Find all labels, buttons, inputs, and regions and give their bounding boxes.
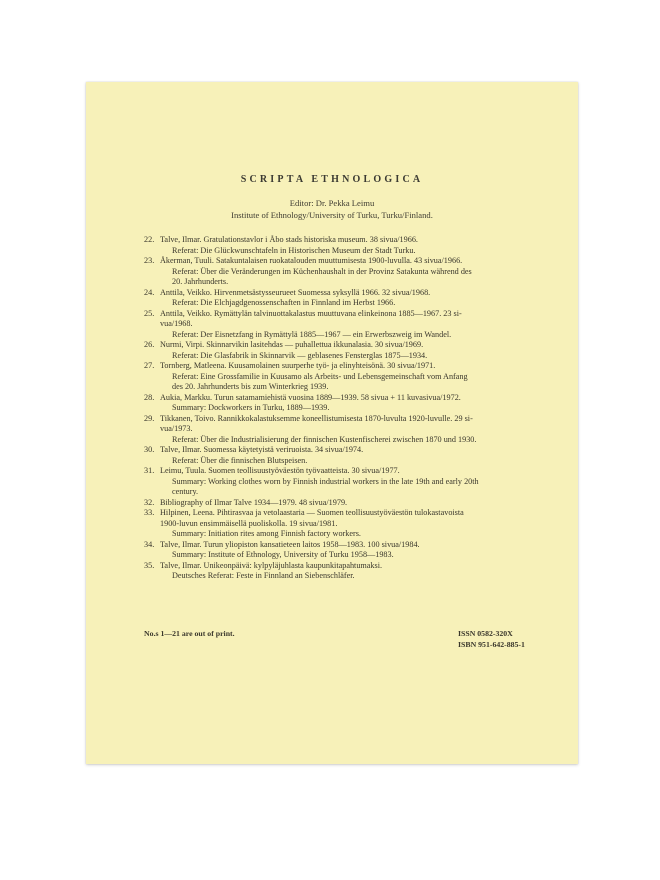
entry-line: Referat: Eine Grossfamilie in Kuusamo als Arbeits- und Lebensgemeinschaft vom Anfang <box>172 371 468 381</box>
entry-line: Bibliography of Ilmar Talve 1934—1979. 48 sivua/1979. <box>160 497 348 507</box>
entry-text <box>160 361 546 393</box>
list-item <box>144 256 546 288</box>
entry-number: 30. <box>144 445 155 454</box>
entry-text <box>160 561 546 582</box>
entry-line: Referat: Über die Industrialisierung der finnischen Kustenfischerei zwischen 1870 und 1930. <box>172 434 477 444</box>
entry-line: Aukia, Markku. Turun satamamiehistä vuosina 1889—1939. 58 sivua + 11 kuvasivua/1972. <box>160 392 461 402</box>
list-item <box>144 498 546 509</box>
entry-text <box>160 508 546 540</box>
list-item <box>144 508 546 540</box>
entry-text <box>160 235 546 256</box>
entry-line: Summary: Institute of Ethnology, University of Turku 1958—1983. <box>172 550 394 559</box>
entry-line: Anttila, Veikko. Rymättylän talvinuottakalastus muuttuvana elinkeinona 1885—1967. 23 si- <box>160 308 462 318</box>
entry-number: 22. <box>144 235 155 244</box>
institute-line: Institute of Ethnology/University of Turku, Turku/Finland. <box>231 210 433 220</box>
entry-number: 27. <box>144 361 155 370</box>
list-item <box>144 288 546 309</box>
entry-text <box>160 393 546 414</box>
entry-text <box>160 540 546 561</box>
entry-number: 28. <box>144 392 155 402</box>
list-item <box>144 540 546 561</box>
entry-line: century. <box>172 487 199 496</box>
entry-line: Referat: Der Eisnetzfang in Rymättylä 1885—1967 — ein Erwerbszweig im Wandel. <box>172 329 452 339</box>
entry-line: Summary: Initiation rites among Finnish factory workers. <box>172 529 361 538</box>
entry-line: Referat: Über die finnischen Blutspeisen. <box>172 455 308 465</box>
entry-number: 31. <box>144 466 155 475</box>
entry-text <box>160 340 546 361</box>
entry-line: Talve, Ilmar. Unikeonpäivä: kylpyläjuhlasta kaupunkitapahtumaksi. <box>160 560 383 570</box>
editor-block <box>86 197 578 221</box>
entry-number: 34. <box>144 539 155 549</box>
entry-line: Referat: Die Elchjagdgenossenschaften in Finnland im Herbst 1966. <box>172 298 396 307</box>
entry-line: Referat: Die Glasfabrik in Skinnarvik — geblasenes Fensterglas 1875—1934. <box>172 350 428 360</box>
entry-line: 1900-luvun ensimmäisellä puoliskolla. 19 sivua/1981. <box>160 518 338 528</box>
publication-list <box>144 235 546 582</box>
entry-text <box>160 498 546 509</box>
entry-text <box>160 414 546 446</box>
entry-line: Tikkanen, Toivo. Rannikkokalastuksemme koneellistumisesta 1870-luvulta 1920-luvulle. 29 si- <box>160 413 473 423</box>
entry-line: Åkerman, Tuuli. Satakuntalaisen ruokatalouden muuttumisesta 1900-luvulla. 43 sivua/1966. <box>160 256 463 265</box>
entry-line: 20. Jahrhunderts. <box>172 277 229 286</box>
entry-line: Summary: Dockworkers in Turku, 1889—1939. <box>172 403 330 412</box>
entry-number: 25. <box>144 308 155 318</box>
series-title: SCRIPTA ETHNOLOGICA <box>240 174 424 185</box>
entry-text <box>160 466 546 498</box>
entry-line: Talve, Ilmar. Suomessa käytetyistä veriruoista. 34 sivua/1974. <box>160 445 364 454</box>
entry-line: Deutsches Referat: Feste in Finnland an Siebenschläfer. <box>172 571 355 580</box>
entry-line: Anttila, Veikko. Hirvenmetsästysseurueet Suomessa syksyllä 1966. 32 sivua/1968. <box>160 287 431 297</box>
list-item <box>144 561 546 582</box>
entry-number: 33. <box>144 508 155 517</box>
isbn-block <box>458 629 525 650</box>
entry-number: 23. <box>144 256 155 265</box>
entry-number: 32. <box>144 497 155 507</box>
list-item <box>144 235 546 256</box>
list-item <box>144 309 546 341</box>
list-item <box>144 466 546 498</box>
entry-line: Summary: Working clothes worn by Finnish industrial workers in the late 19th and early 20th <box>172 476 479 486</box>
entry-number: 29. <box>144 413 155 423</box>
entry-number: 26. <box>144 340 155 349</box>
list-item <box>144 361 546 393</box>
entry-line: vua/1968. <box>160 319 193 328</box>
entry-line: Nurmi, Virpi. Skinnarvikin lasitehdas — puhallettua ikkunalasia. 30 sivua/1969. <box>160 340 424 349</box>
entry-line: Referat: Über die Veränderungen im Küchenhaushalt in der Provinz Satakunta während des <box>172 266 472 276</box>
issn-number: ISSN 0582-320X <box>458 629 513 638</box>
isbn-number: ISBN 951-642-885-1 <box>458 639 525 649</box>
entry-line: Talve, Ilmar. Turun yliopiston kansatieteen laitos 1958—1983. 100 sivua/1984. <box>160 539 420 549</box>
entry-line: Talve, Ilmar. Gratulationstavlor i Åbo stads historiska museum. 38 sivua/1966. <box>160 235 418 244</box>
entry-text <box>160 445 546 466</box>
entry-text <box>160 256 546 288</box>
entry-number: 24. <box>144 287 155 297</box>
editor-line: Editor: Dr. Pekka Leimu <box>289 198 375 208</box>
entry-line: Referat: Die Glückwunschtafeln in Historischen Museum der Stadt Turku. <box>172 245 416 255</box>
entry-line: Leimu, Tuula. Suomen teollisuustyöväestön työvaatteista. 30 sivua/1977. <box>160 466 400 475</box>
entry-line: vua/1973. <box>160 424 193 433</box>
entry-text <box>160 309 546 341</box>
entry-number: 35. <box>144 560 155 570</box>
entry-text <box>160 288 546 309</box>
list-item <box>144 393 546 414</box>
entry-line: Tornberg, Matleena. Kuusamolainen suurperhe työ- ja elinyhteisönä. 30 sivua/1971. <box>160 361 436 370</box>
list-item <box>144 340 546 361</box>
entry-line: Hilpinen, Leena. Pihtirasvaa ja vetolaastaria — Suomen teollisuustyöväestön tulokastavoista <box>160 508 464 517</box>
out-of-print-note: No.s 1—21 are out of print. <box>144 629 235 638</box>
book-back-cover <box>86 82 578 764</box>
list-item <box>144 414 546 446</box>
list-item <box>144 445 546 466</box>
entry-line: des 20. Jahrhunderts bis zum Winterkrieg 1939. <box>172 382 329 391</box>
